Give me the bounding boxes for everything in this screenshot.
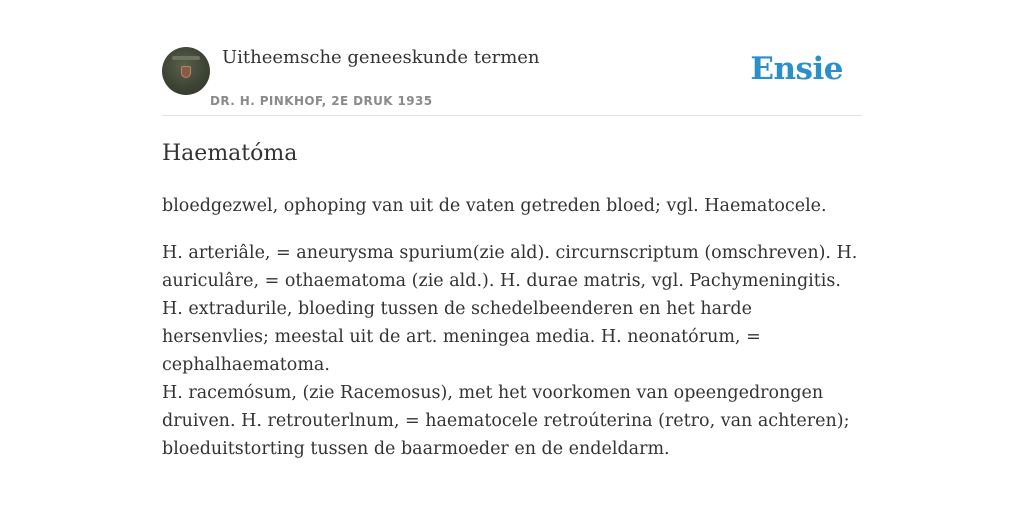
book-author: DR. H. PINKHOF, 2E DRUK 1935 (210, 94, 433, 108)
entry-title: Haematóma (162, 141, 298, 166)
book-title[interactable]: Uitheemsche geneeskunde termen (222, 47, 540, 68)
cover-title-strip (172, 56, 200, 60)
header (162, 0, 862, 116)
entry-paragraph-3: H. racemósum, (zie Racemosus), met het voorkomen van opeengedrongen druiven. H. retrouterlnum, = haematocele retroúterina (retro, van achteren); bloeduitstorting tussen de baarmoeder en de endeldarm. (162, 383, 850, 459)
entry-paragraph-1: bloedgezwel, ophoping van uit de vaten getreden bloed; vgl. Haematocele. (162, 196, 827, 216)
ensie-logo[interactable]: Ensie (750, 51, 843, 87)
page (162, 0, 862, 459)
entry-paragraph-2: H. arteriâle, = aneurysma spurium(zie ald). circurnscriptum (omschreven). H. auriculâre, = othaematoma (zie ald.). H. durae matris, vgl. Pachymeningitis. H. extradurile, bloeding tussen de schedelbeenderen en het harde hersenvlies; meestal uit de art. meningea media. H. neonatórum, = cephalhaematoma. (162, 243, 858, 375)
book-cover-icon[interactable] (162, 47, 210, 95)
cover-emblem (182, 67, 190, 77)
